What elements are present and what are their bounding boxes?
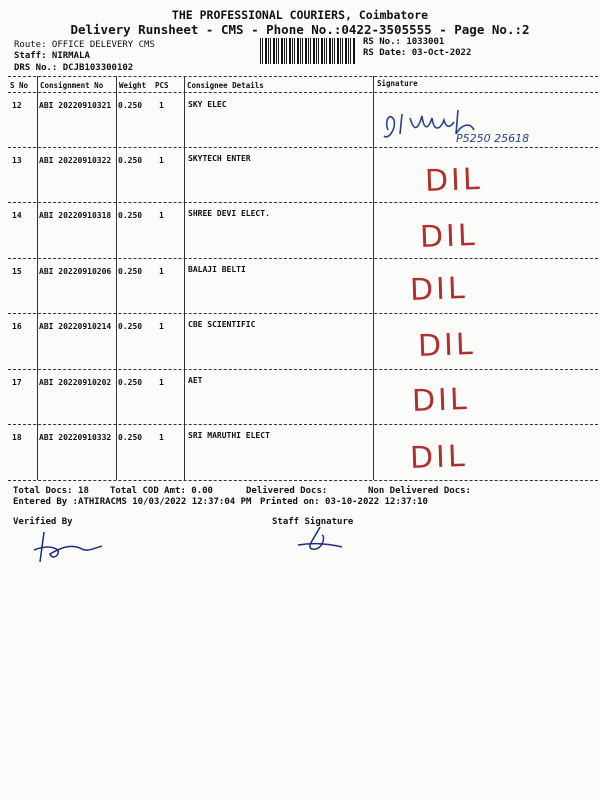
cell-consignment: ABI 20220910202 xyxy=(39,378,112,387)
row-divider xyxy=(8,313,598,314)
cell-weight: 0.250 xyxy=(118,101,143,110)
rs-no: RS No.: 1033001 xyxy=(363,37,445,47)
table-bottom-line xyxy=(8,480,598,481)
cell-pcs: 1 xyxy=(159,378,164,387)
cell-signature: DIL xyxy=(419,218,479,255)
row-divider xyxy=(8,202,598,203)
header-pcs: PCS xyxy=(155,81,169,90)
header-bottom-line xyxy=(8,92,598,93)
total-docs: Total Docs: 18 xyxy=(13,486,89,496)
cell-pcs: 1 xyxy=(159,322,164,331)
cell-consignment: ABI 20220910332 xyxy=(39,433,112,442)
cell-pcs: 1 xyxy=(159,156,164,165)
col-divider xyxy=(116,76,117,480)
header-weight: Weight xyxy=(119,81,147,90)
cell-signature: DIL xyxy=(409,271,469,308)
cell-weight: 0.250 xyxy=(118,267,143,276)
cell-consignee: SKYTECH ENTER xyxy=(188,154,251,163)
header-signature: Signature xyxy=(377,79,418,88)
cell-signature: DIL xyxy=(417,327,477,364)
cell-weight: 0.250 xyxy=(118,156,143,165)
cell-consignee: SRI MARUTHI ELECT xyxy=(188,431,270,440)
row-divider xyxy=(8,424,598,425)
row12-note: P5250 25618 xyxy=(456,132,530,145)
cell-sno: 14 xyxy=(12,211,22,220)
rs-date: RS Date: 03-Oct-2022 xyxy=(363,48,472,58)
cell-consignment: ABI 20220910321 xyxy=(39,101,112,110)
cell-sno: 15 xyxy=(12,267,22,276)
cell-consignee: SKY ELEC xyxy=(188,100,227,109)
cell-pcs: 1 xyxy=(159,211,164,220)
row-divider xyxy=(8,258,598,259)
table-top-line xyxy=(8,76,598,77)
printed-on: Printed on: 03-10-2022 12:37:10 xyxy=(260,497,428,507)
entered-by: Entered By :ATHIRACMS 10/03/2022 12:37:04 PM xyxy=(13,497,252,507)
cell-consignment: ABI 20220910206 xyxy=(39,267,112,276)
verifier-signature xyxy=(30,528,110,568)
non-delivered-docs: Non Delivered Docs: xyxy=(368,486,471,496)
delivered-docs: Delivered Docs: xyxy=(246,486,328,496)
route-label: Route: OFFICE DELEVERY CMS xyxy=(14,40,155,50)
cell-consignee: AET xyxy=(188,376,203,385)
cell-sno: 17 xyxy=(12,378,22,387)
cell-consignee: CBE SCIENTIFIC xyxy=(188,320,256,329)
barcode-image xyxy=(260,38,355,64)
staff-signature xyxy=(292,525,352,555)
row-divider xyxy=(8,369,598,370)
runsheet-title: Delivery Runsheet - CMS - Phone No.:0422-3505555 - Page No.:2 xyxy=(70,22,530,37)
cell-signature: DIL xyxy=(424,162,484,199)
company-title: THE PROFESSIONAL COURIERS, Coimbatore xyxy=(171,8,429,22)
cell-pcs: 1 xyxy=(159,267,164,276)
cell-sno: 13 xyxy=(12,156,22,165)
staff-signature-label: Staff Signature xyxy=(272,517,354,527)
cell-weight: 0.250 xyxy=(118,378,143,387)
cell-weight: 0.250 xyxy=(118,433,143,442)
drs-label: DRS No.: DCJB103300102 xyxy=(14,63,134,73)
header-consignee: Consignee Details xyxy=(187,81,264,90)
cell-consignee: BALAJI BELTI xyxy=(188,265,246,274)
cell-consignee: SHREE DEVI ELECT. xyxy=(188,209,270,218)
cell-signature: DIL xyxy=(409,439,469,476)
col-divider xyxy=(373,76,374,480)
header-sno: S No xyxy=(10,81,29,90)
cell-weight: 0.250 xyxy=(118,322,143,331)
col-divider xyxy=(184,76,185,480)
total-cod: Total COD Amt: 0.00 xyxy=(110,486,213,496)
staff-label: Staff: NIRMALA xyxy=(14,51,90,61)
cell-pcs: 1 xyxy=(159,433,164,442)
cell-consignment: ABI 20220910318 xyxy=(39,211,112,220)
verified-by-label: Verified By xyxy=(13,517,73,527)
cell-weight: 0.250 xyxy=(118,211,143,220)
cell-signature: DIL xyxy=(411,382,471,419)
cell-sno: 12 xyxy=(12,101,22,110)
cell-consignment: ABI 20220910322 xyxy=(39,156,112,165)
cell-pcs: 1 xyxy=(159,101,164,110)
cell-sno: 16 xyxy=(12,322,22,331)
col-divider xyxy=(37,76,38,480)
header-consignment: Consignment No xyxy=(40,81,104,90)
cell-consignment: ABI 20220910214 xyxy=(39,322,112,331)
cell-sno: 18 xyxy=(12,433,22,442)
